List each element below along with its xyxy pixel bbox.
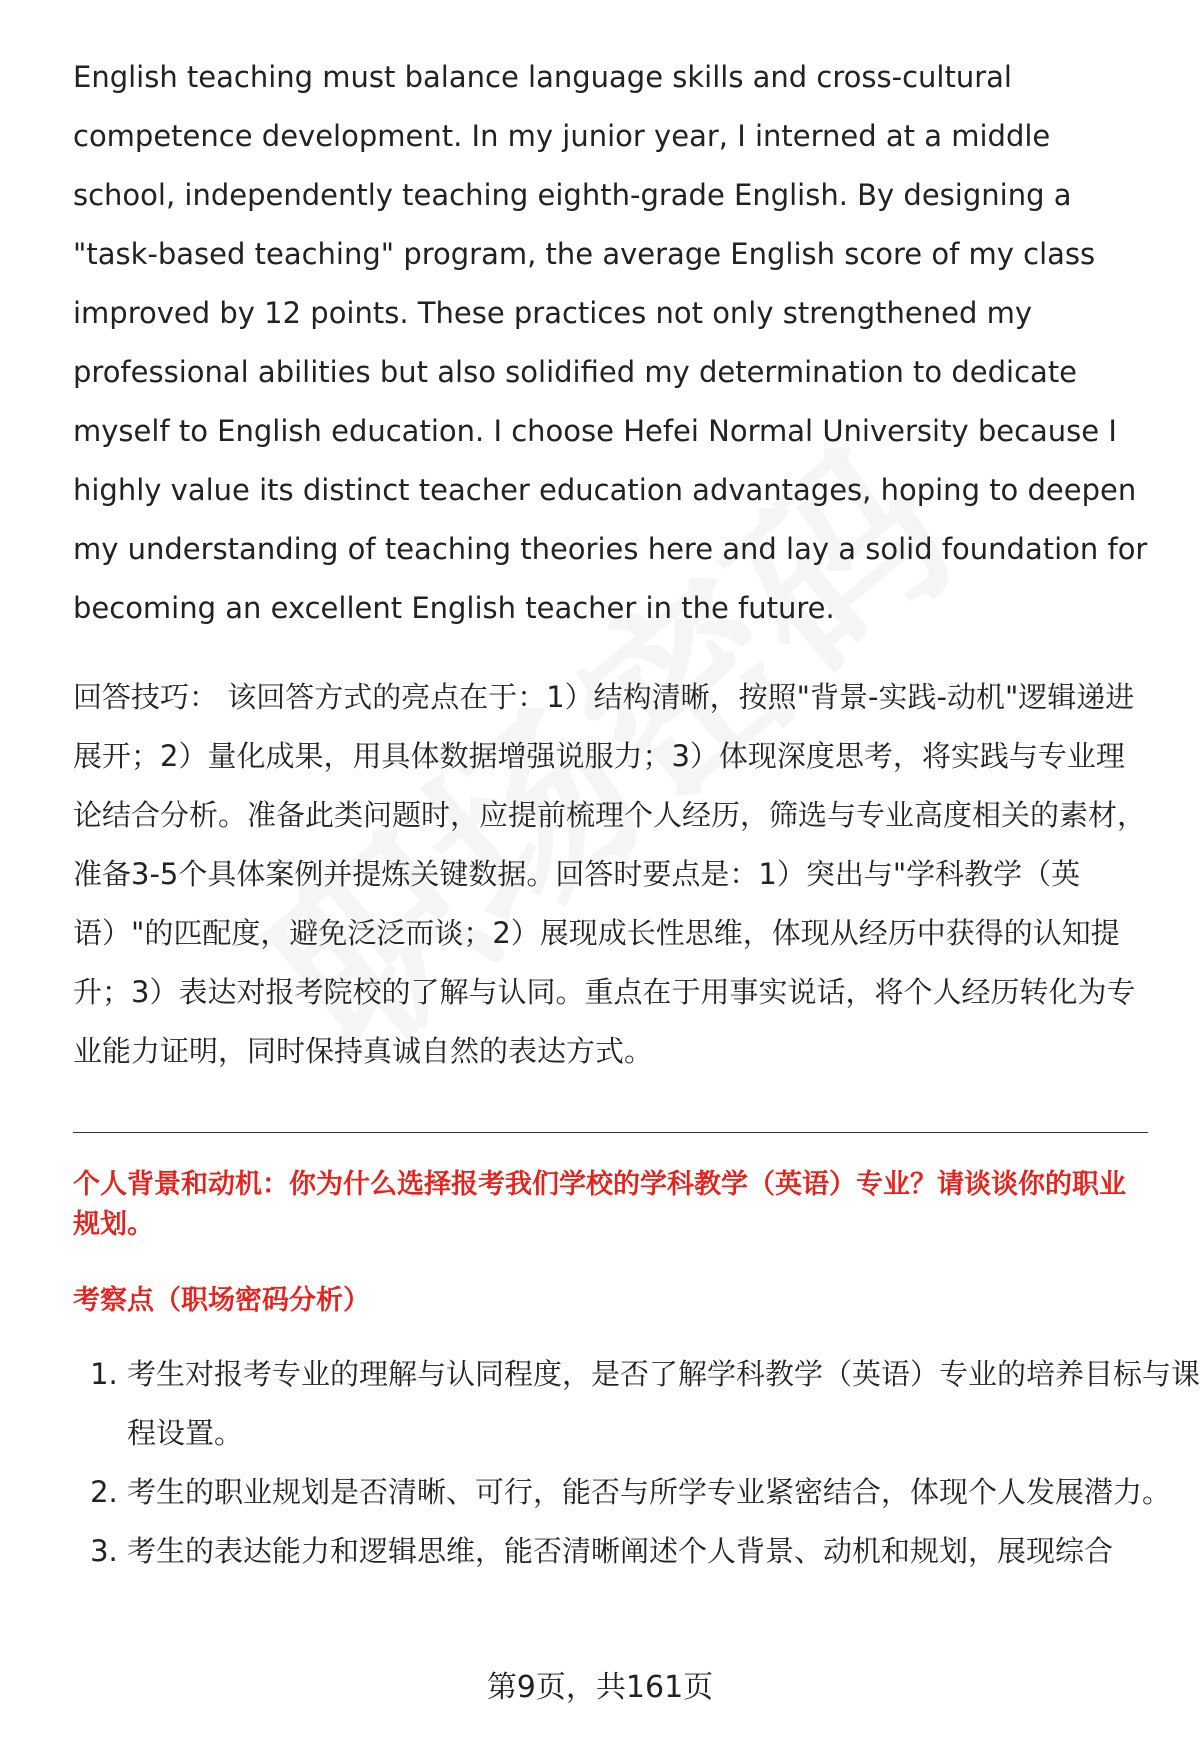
points-list <box>73 1345 1200 1581</box>
list-item: 2. 考生的职业规划是否清晰、可行，能否与所学专业紧密结合，体现个人发展潜力。 <box>127 1463 1200 1522</box>
answer-section <box>73 48 1148 1081</box>
section-heading: 考察点（职场密码分析） <box>73 1285 370 1316</box>
question-title: 个人背景和动机：你为什么选择报考我们学校的学科教学（英语）专业？请谈谈你的职业规划。 <box>73 1169 1126 1240</box>
list-item: 3. 考生的表达能力和逻辑思维，能否清晰阐述个人背景、动机和规划，展现综合 <box>127 1522 1200 1581</box>
page-number: 第9页，共161页 <box>486 1670 714 1705</box>
divider <box>73 1132 1148 1133</box>
tips-paragraph: 回答技巧： 该回答方式的亮点在于：1）结构清晰，按照"背景-实践-动机"逻辑递进展开；2）量化成果，用具体数据增强说服力；3）体现深度思考，将实践与专业理论结合分析。准备此类问题时，应提前梳理个人经历，筛选与专业高度相关的素材，准备3-5个具体案例并提炼关键数据。回答时要点是：1）突出与"学科教学（英语）"的匹配度，避免泛泛而谈；2）展现成长性思维，体现从经历中获得的认知提升；3）表达对报考院校的了解与认同。重点在于用事实说话，将个人经历转化为专业能力证明，同时保持真诚自然的表达方式。 <box>73 680 1147 1068</box>
answer-paragraph: English teaching must balance language skills and cross-cultural competence development. In my junior year, I interned at a middle school, independently teaching eighth-grade English. By designing a "task-based teaching" program, the average English score of my class improved by 12 points. These practices not only strengthened my professional abilities but also solidified my determination to dedicate myself to English education. I choose Hefei Normal University because I highly value its distinct teacher education advantages, hoping to deepen my understanding of teaching theories here and lay a solid foundation for becoming an excellent English teacher in the future. <box>73 60 1148 625</box>
list-item: 1. 考生对报考专业的理解与认同程度，是否了解学科教学（英语）专业的培养目标与课程设置。 <box>127 1345 1200 1463</box>
